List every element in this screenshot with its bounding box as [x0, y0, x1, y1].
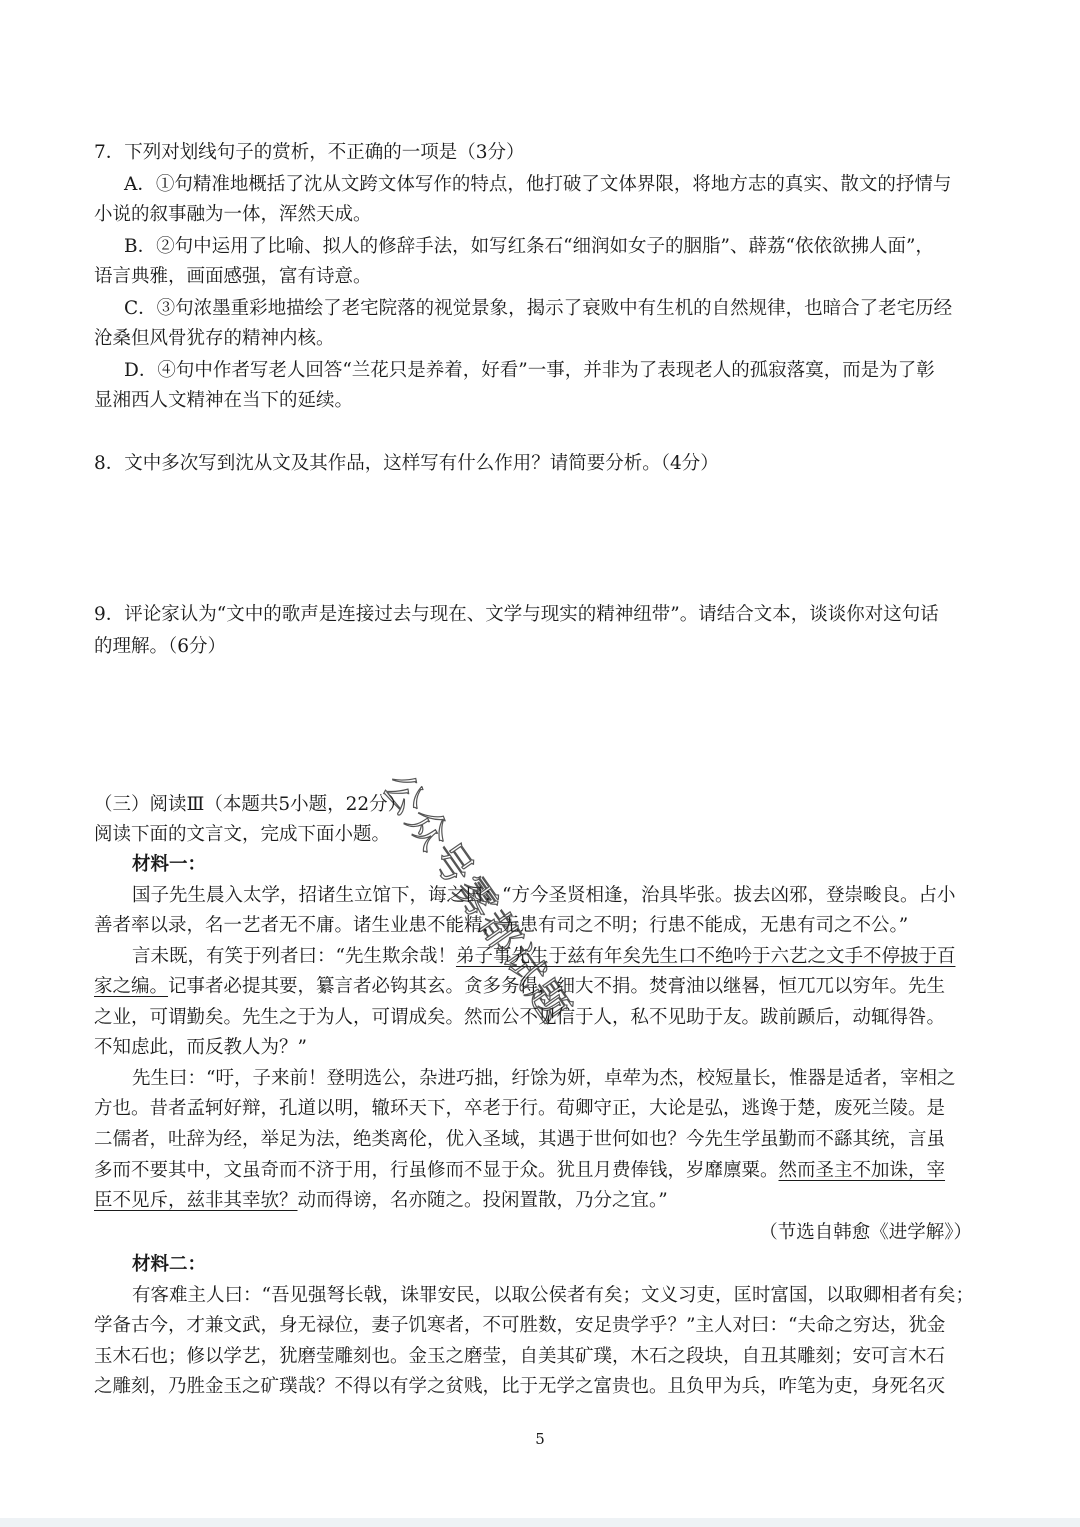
material-2-label: 材料二：	[132, 1254, 207, 1275]
material-1-paragraph: 二儒者，吐辞为经，举足为法，绝类离伦，优入圣域，其遇于世何如也？今先生学虽勤而不繇其统，言虽	[94, 1129, 946, 1150]
question-9-stem: 9．评论家认为“文中的歌声是连接过去与现在、文学与现实的精神纽带”。请结合文本，谈谈你对这句话	[94, 604, 939, 625]
question-7-option-d: D．④句中作者写老人回答“兰花只是养着，好看”一事，并非为了表现老人的孤寂落寞，而是为了彰	[124, 360, 935, 381]
question-7-option-b-cont: 语言典雅，画面感强，富有诗意。	[94, 266, 372, 287]
question-9-stem-cont: 的理解。（6分）	[94, 636, 227, 657]
material-1-paragraph: 方也。昔者孟轲好辩，孔道以明，辙环天下，卒老于行。荀卿守正，大论是弘，逃谗于楚，废死兰陵。是	[94, 1098, 946, 1119]
page-number: 5	[535, 1430, 545, 1448]
question-7-option-a-cont: 小说的叙事融为一体，浑然天成。	[94, 204, 372, 225]
material-1-paragraph: 之业，可谓勤矣。先生之于为人，可谓成矣。然而公不见信于人，私不见助于友。跋前踬后，动辄得咎。	[94, 1007, 946, 1028]
question-8-stem: 8．文中多次写到沈从文及其作品，这样写有什么作用？请简要分析。（4分）	[94, 453, 719, 474]
underlined-sentence: 弟子事先生于兹有年矣先生口不绝吟于六艺之文手不停披于百	[455, 946, 956, 967]
underlined-sentence: 家之编。	[94, 976, 169, 997]
material-1-paragraph	[94, 1156, 945, 1186]
watermark: 公众号雾都试题	[372, 765, 580, 1033]
material-2-paragraph: 有客难主人曰：“吾见强弩长戟，诛罪安民，以取公侯者有矣；文义习吏，匡时富国，以取卿相者有矣；	[132, 1285, 974, 1306]
material-1-source: （节选自韩愈《进学解》）	[759, 1222, 972, 1243]
material-2-paragraph: 玉木石也；修以学艺，犹磨莹雕刻也。金玉之磨莹，自美其矿璞，木石之段块，自丑其雕刻；安可言木石	[94, 1346, 946, 1367]
material-2-paragraph: 学备古今，才兼文武，身无禄位，妻子饥寒者，不可胜数，安足贵学乎？”主人对曰：“夫命之穷达，犹金	[94, 1315, 946, 1336]
material-1-paragraph	[94, 1186, 668, 1216]
question-7-option-a: A．①句精准地概括了沈从文跨文体写作的特点，他打破了文体界限，将地方志的真实、散文的抒情与	[124, 174, 952, 195]
text-segment: 记事者必提其要，纂言者必钩其玄。贪多务得，细大不捐。焚膏油以继晷，恒兀兀以穷年。先生	[168, 976, 946, 997]
material-1-paragraph: 国子先生晨入太学，招诸生立馆下，诲之曰：“方今圣贤相逢，治具毕张。拔去凶邪，登崇畯良。占小	[132, 885, 956, 906]
text-segment: 多而不要其中，文虽奇而不济于用，行虽修而不显于众。犹且月费俸钱，岁靡廪粟。	[94, 1160, 779, 1181]
underlined-sentence: 臣不见斥，兹非其幸欤？	[94, 1190, 298, 1211]
material-1-label: 材料一：	[132, 854, 207, 875]
question-7-option-b: B．②句中运用了比喻、拟人的修辞手法，如写红条石“细润如女子的胭脂”、薜荔“依依欲拂人面”，	[124, 236, 934, 257]
underlined-sentence: 然而圣主不加诛，宰	[778, 1160, 946, 1181]
material-2-paragraph: 之雕刻，乃胜金玉之矿璞哉？不得以有学之贫贱，比于无学之富贵也。且负甲为兵，咋笔为吏，身死名灭	[94, 1376, 946, 1397]
question-7-option-c: C．③句浓墨重彩地描绘了老宅院落的视觉景象，揭示了衰败中有生机的自然规律，也暗合了老宅历经	[124, 298, 953, 319]
section-3-header: （三）阅读Ⅲ（本题共5小题，22分）	[94, 794, 407, 815]
text-segment: 动而得谤，名亦随之。投闲置散，乃分之宜。”	[297, 1190, 668, 1211]
material-1-paragraph: 不知虑此，而反教人为？”	[94, 1037, 307, 1058]
question-7-option-c-cont: 沧桑但风骨犹存的精神内核。	[94, 328, 335, 349]
question-7-stem: 7．下列对划线句子的赏析，不正确的一项是（3分）	[94, 142, 525, 163]
material-1-paragraph: 先生曰：“吁，子来前！登明选公，杂进巧拙，纡馀为妍，卓荦为杰，校短量长，惟器是适者，宰相之	[132, 1068, 956, 1089]
section-3-instruction: 阅读下面的文言文，完成下面小题。	[94, 824, 391, 845]
material-1-paragraph: 善者率以录，名一艺者无不庸。诸生业患不能精，无患有司之不明；行患不能成，无患有司之不公。”	[94, 915, 909, 936]
question-7-option-d-cont: 显湘西人文精神在当下的延续。	[94, 390, 354, 411]
material-1-paragraph	[94, 972, 945, 1002]
page-bottom-edge	[0, 1518, 1080, 1527]
text-segment: 言未既，有笑于列者曰：“先生欺余哉！	[132, 946, 456, 967]
material-1-paragraph	[132, 942, 955, 972]
